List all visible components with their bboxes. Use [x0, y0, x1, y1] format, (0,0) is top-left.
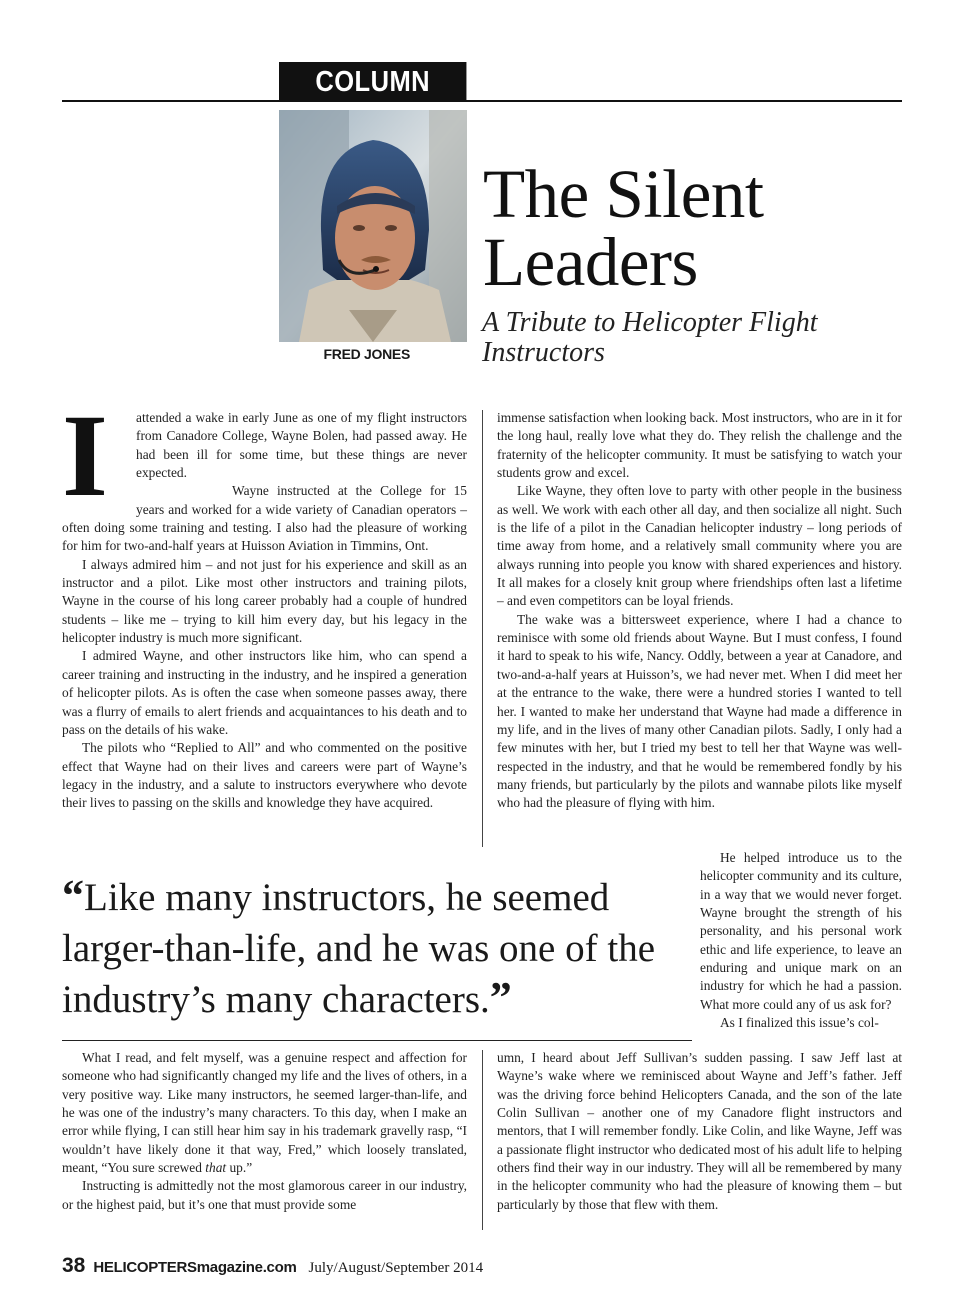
paragraph: I always admired him – and not just for his experience and skill as an instructor and a pilot. Like most other instructors and training pilots, Wayne in the course of his long career probably had a couple of hundred students – like me – trying to kill him every day, but his legacy in the helicopter industry is much more significant.: [62, 556, 467, 646]
close-quote-mark: ”: [489, 973, 512, 1022]
emphasis: that: [205, 1160, 227, 1176]
paragraph: He helped introduce us to the helicopter community and its culture, in a way that we would never forget. Wayne brought the strength of his personality, and his personal work ethic and life experience, to leave an enduring and unique mark on an industry for which he had a passion. What more could any of us ask for?: [700, 850, 902, 1012]
paragraph: [62, 1049, 467, 1177]
column-divider: [482, 410, 483, 847]
page-footer: [62, 1254, 483, 1278]
article-subtitle: A Tribute to Helicopter Flight Instructors: [482, 307, 818, 368]
body-column-right: [497, 409, 902, 813]
paragraph-text: up.”: [226, 1160, 253, 1176]
pull-quote-rule: [62, 1040, 692, 1041]
paragraph: Like Wayne, they often love to party with other people in the business as well. We work with each other all day, and then socialize all night. Such is the life of a pilot in the Canadian helicopter industry – long periods of time away from home, and a relatively small community where you are always running into people you know with shared experiences and history. It all makes for a closely knit group where friendships often last a lifetime – and even competitors can be loyal friends.: [497, 483, 902, 609]
paragraph: As I finalized this issue’s col-: [720, 1015, 879, 1031]
paragraph-text: What I read, and felt myself, was a genuine respect and affection for someone who had significantly changed my life and the lives of others, in a very positive way. Like many instructors, he seemed larger-than-life, and he was one of the industry’s many characters. To this day, when I make an error while flying, I can still hear him say in his trademark gravelly rasp, “I wouldn’t have likely done it that way, Fred,” which loosely translated, meant, “You sure screwed: [62, 1050, 467, 1176]
paragraph: I admired Wayne, and other instructors like him, who can spend a career training and instructing in the industry, and he inspired a generation of helicopter pilots. As is often the case when someone passes away, there was a flurry of emails to alert friends and acquaintances to his death and to pass on the details of his wake.: [62, 648, 467, 737]
author-photo-illustration: [279, 110, 467, 342]
section-tag: COLUMN: [279, 62, 466, 100]
open-quote-mark: “: [62, 871, 84, 920]
header-rule: [62, 100, 902, 102]
pull-quote: [62, 872, 692, 1025]
paragraph: Wayne instructed at the College for 15 years and worked for a wide variety of Canadian operators – often doing some training and testing. I also had the pleasure of working for him for two-and-half years at Huisson Aviation in Timmins, Ont.: [62, 483, 467, 554]
paragraph: The wake was a bittersweet experience, where I had a chance to reminisce with some old friends about Wayne. But I must confess, I found it hard to speak to his wife, Nancy. Oddly, between a year at Canadore, and two-and-a-half years at Huisson’s, we had never met. When I did meet her at the entrance to the wake, there were a hundred stories I wanted to tell her. I wanted to make her understand that Wayne had made a difference in my life, and in the lives of many other Canadian pilots. Sadly, I only had a few minutes with her, but I tried my best to tell her that Wayne was well-respected in the industry, and that he would be remembered fondly by his many friends, but particularly by the pilots and wannabe pilots like myself who had the pleasure of flying with him.: [497, 611, 902, 811]
issue-date: July/August/September 2014: [308, 1260, 484, 1276]
body-column-left: [62, 409, 467, 813]
drop-cap: I: [62, 412, 108, 504]
paragraph: The pilots who “Replied to All” and who commented on the positive effect that Wayne had on their lives and careers were part of Wayne’s legacy in the industry, and a salute to instructors everywhere who devote their lives to passing on the skills and knowledge they have acquired.: [62, 740, 467, 811]
paragraph: [62, 409, 467, 504]
body-column-right-narrow: [700, 849, 902, 1032]
paragraph-text: attended a wake in early June as one of my flight instructors from Canadore College, Wayne Bolen, had passed away. He had been ill for some time, but these things are never expected.: [136, 410, 467, 481]
author-photo: [279, 110, 467, 342]
paragraph: umn, I heard about Jeff Sullivan’s sudden passing. I saw Jeff last at Wayne’s wake where we reminisced about Wayne and Jeff’s father. Jeff was the driving force behind Helicopters Canada, and the son of the late Colin Sullivan – another one of my Canadore flight instructors and mentors, that I will remember fondly. Like Colin, and like Wayne, Jeff was a passionate flight instructor who dedicated most of his adult life to helping others find their way in our industry. They will all be remembered by many in the helicopter community who had the pleasure of knowing them – but particularly by those that flew with them.: [497, 1050, 902, 1212]
article-title: [483, 156, 903, 300]
magazine-url: HELICOPTERSmagazine.com: [93, 1259, 297, 1276]
paragraph: Instructing is admittedly not the most glamorous career in our industry, or the highest paid, but it’s one that must provide some: [62, 1178, 467, 1212]
body-column-right-lower: [497, 1049, 902, 1214]
author-byline: FRED JONES: [323, 346, 410, 362]
title-line-2: Leaders: [483, 224, 698, 300]
title-line-1: The Silent: [483, 156, 764, 232]
paragraph: immense satisfaction when looking back. Most instructors, who are in it for the long haul, really love what they do. They relish the challenge and the fraternity of the helicopter community. It must be satisfying to watch your students grow and excel.: [497, 410, 902, 481]
body-column-left-lower: [62, 1049, 467, 1214]
page-number: 38: [62, 1254, 86, 1277]
pull-quote-text: Like many instructors, he seemed larger-than-life, and he was one of the industry’s many characters.: [62, 876, 655, 1021]
column-divider: [482, 1050, 483, 1230]
